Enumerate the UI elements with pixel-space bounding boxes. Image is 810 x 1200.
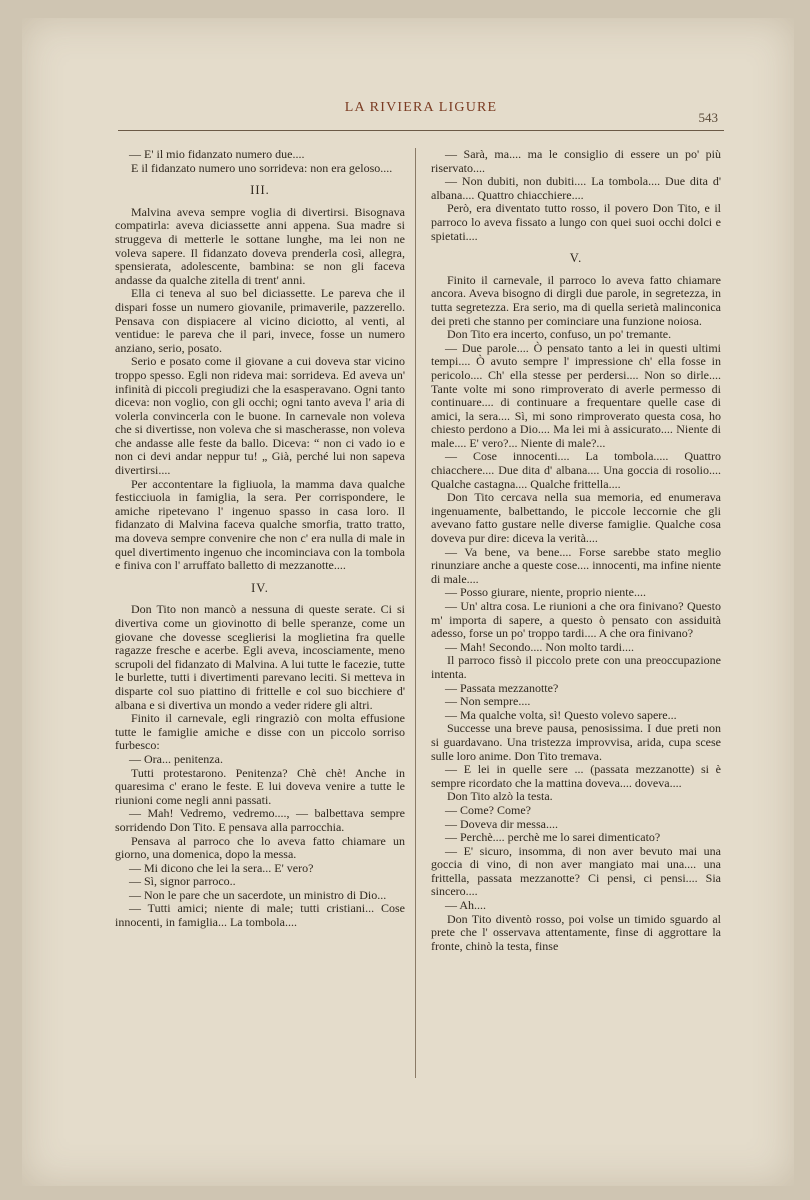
paragraph: — Cose innocenti.... La tombola..... Quattro chiacchere.... Due dita d' albana.... Una goccia di rosolio.... Qualche castagna.... Qualche frittella.... (431, 449, 721, 491)
paragraph: Don Tito alzò la testa. (447, 789, 553, 804)
paragraph: — Tutti amici; niente di male; tutti cristiani... Cose innocenti, in famiglia... La tombola.... (115, 901, 405, 930)
page-header (118, 92, 724, 136)
paragraph: — E' sicuro, insomma, di non aver bevuto mai una goccia di vino, di non aver mangiato mai una.... una frittella, passata mezzanotte? Ci pensi, ci pensi.... Sia sincero.... (431, 843, 721, 899)
paragraph: Ella ci teneva al suo bel diciassette. Le pareva che il dispari fosse un numero giovanile, primaverile, pazzerello. Pensava con dispiacere al vicino diciotto, al venti, al ventidue: le pareva che il pari, invece, fosse un numero anziano, serio, posato. (115, 286, 405, 355)
section-heading: III. (250, 183, 270, 198)
paragraph: Malvina aveva sempre voglia di divertirsi. Bisognava compatirla: aveva diciassette anni appena. Sua madre si struggeva di metterle le sottane lunghe, ma lei non ne voleva sapere. Il fidanzato doveva prenderla così, allegra, spensierata, adolescente, bambina: se non gli faceva andasse da qualche zitella di trent' anni. (115, 204, 405, 287)
paragraph: — Doveva dir messa.... (445, 816, 558, 831)
paragraph: — Mah! Secondo.... Non molto tardi.... (445, 639, 634, 654)
paragraph: Finito il carnevale, il parroco lo aveva fatto chiamare ancora. Aveva bisogno di dirgli due parole, in segretezza, in tutta segretezza. Era serio, ma di quella serietà malinconica dei preti che stanno per cominciare una funzione noiosa. (431, 272, 721, 328)
paragraph: — Non le pare che un sacerdote, un ministro di Dio... (129, 887, 387, 902)
paragraph: — Mi dicono che lei la sera... E' vero? (129, 860, 314, 875)
paragraph: — E lei in quelle sere ... (passata mezzanotte) si è sempre ricordato che la mattina doveva.... doveva.... (431, 762, 721, 790)
paragraph: — Non sempre.... (445, 694, 531, 709)
right-column (431, 148, 721, 953)
paragraph: Don Tito cercava nella sua memoria, ed enumerava ingenuamente, balbettando, le piccole leccornie che gli avevano fatto gustare nelle diverse famiglie. Qualche cosa doveva pur dire: diceva la verità.... (431, 490, 721, 546)
paragraph: — Due parole.... Ò pensato tanto a lei in questi ultimi tempi.... Ò avuto sempre l' impressione ch' ella fosse in pericolo.... Ch' ella stesse per perdersi.... Non so dirle.... Tante volte mi sono rimproverato di averle permesso di continuare.... di continuare a frequentare quelle case di amici, la sera.... Sì, mi sono rimproverato questa cosa, ho chiesto perdono a Dio.... Ma lei mi à assicurato.... Niente di male.... E' vero?... Niente di male?... (431, 340, 721, 450)
paragraph: — Perchè.... perchè me lo sarei dimenticato? (445, 830, 661, 845)
paragraph: Il parroco fissò il piccolo prete con una preoccupazione intenta. (431, 653, 721, 681)
paragraph: — Ma qualche volta, sì! Questo volevo sapere... (445, 707, 677, 722)
column-divider (415, 148, 416, 1078)
paragraph: Finito il carnevale, egli ringraziò con molta effusione tutte le famiglie amiche e disse con un piccolo sorriso furbesco: (115, 711, 405, 753)
paragraph: — E' il mio fidanzato numero due.... (129, 147, 305, 161)
header-rule (118, 130, 724, 131)
paragraph: Don Tito diventò rosso, poi volse un timido sguardo al prete che l' osservava attentamente, finse di aggrottare la fronte, chinò la testa, finse (431, 911, 721, 953)
paragraph: — Ah.... (445, 898, 487, 913)
paragraph: Tutti protestarono. Penitenza? Chè chè! Anche in quaresima c' erano le feste. E lui doveva venire a tutte le riunioni come negli anni passati. (115, 765, 405, 807)
paragraph: Don Tito era incerto, confuso, un po' tremante. (447, 327, 672, 342)
paragraph: Però, era diventato tutto rosso, il povero Don Tito, e il parroco lo aveva fissato a lungo con quei suoi occhi dolci e spietati.... (431, 201, 721, 243)
section-heading: IV. (251, 580, 269, 595)
paragraph: Per accontentare la figliuola, la mamma dava qualche festicciuola in famiglia, la sera. Per corrispondere, le amiche ripetevano l' ingenuo spasso in casa loro. Il fidanzato di Malvina faceva qualche smorfia, tratto tratto, ma doveva sempre convenire che non c' era nulla di male in quel divertimento ingenuo che incominciava con la tombola e finiva con l' arruffato balletto di mezzanotte.... (115, 476, 405, 573)
paragraph: — Un' altra cosa. Le riunioni a che ora finivano? Questo m' importa di sapere, a questo ò pensato con assiduità adesso, forse un po' troppo tardi.... A che ora finivano? (431, 599, 721, 641)
left-column (115, 148, 405, 930)
paragraph: — Va bene, va bene.... Forse sarebbe stato meglio rinunziare anche a queste cose.... innocenti, ma infine niente di male.... (431, 544, 721, 586)
paragraph: Pensava al parroco che lo aveva fatto chiamare un giorno, una domenica, dopo la messa. (115, 833, 405, 862)
paragraph: — Posso giurare, niente, proprio niente.... (445, 585, 646, 600)
paragraph: — Come? Come? (445, 802, 531, 817)
paragraph: — Sarà, ma.... ma le consiglio di essere un po' più riservato.... (431, 147, 721, 175)
paragraph: — Sì, signor parroco.. (129, 874, 236, 889)
running-title: LA RIVIERA LIGURE (344, 100, 498, 115)
paragraph: Don Tito non mancò a nessuna di queste serate. Ci si divertiva come un giovinotto di belle speranze, come un giovane che dovesse sceglierisi la moglietina fra quelle ragazze fresche e acerbe. Egli aveva, incosciamente, meno scrupoli del fidanzato di Malvina. A lui tutte le facezie, tutte le burlette, tutti i divertimenti parevano leciti. Si metteva in disparte col suo piattino di frittelle e col suo bicchiere d' albana e si divertiva un mondo a veder ridere gli altri. (115, 602, 405, 712)
paragraph: — Non dubiti, non dubiti.... La tombola.... Due dita d' albana.... Quattro chiacchiere.... (431, 174, 721, 202)
paragraph: Serio e posato come il giovane a cui doveva star vicino troppo spesso. Egli non rideva mai: sorrideva. Ed aveva un' infinità di piccoli pregiudizi che la esasperavano. Ogni tanto diceva: non voglio, con gli occhi; ogni tanto aveva l' aria di volerla convincerla con le buone. In carnevale non voleva che si divertisse, non voleva che si mascherasse, non voleva che andasse alle feste da ballo. Diceva: “ non ci vado io e non ci devi andar neppur tu! „ Già, perché lui non sapeva divertirsi.... (115, 354, 405, 478)
paragraph: — Passata mezzanotte? (445, 680, 559, 695)
section-heading: V. (569, 251, 583, 266)
paragraph: — Ora... penitenza. (129, 751, 223, 766)
paragraph: — Mah! Vedremo, vedremo...., — balbettava sempre sorridendo Don Tito. E pensava alla parrocchia. (115, 806, 405, 834)
paragraph: E il fidanzato numero uno sorrideva: non era geloso.... (131, 160, 393, 175)
page-number: 543 (698, 110, 718, 125)
paragraph: Successe una breve pausa, penosissima. I due preti non si guardavano. Una tristezza improvvisa, arida, cupa scese sulle loro anime. Don Tito tremava. (431, 721, 721, 763)
